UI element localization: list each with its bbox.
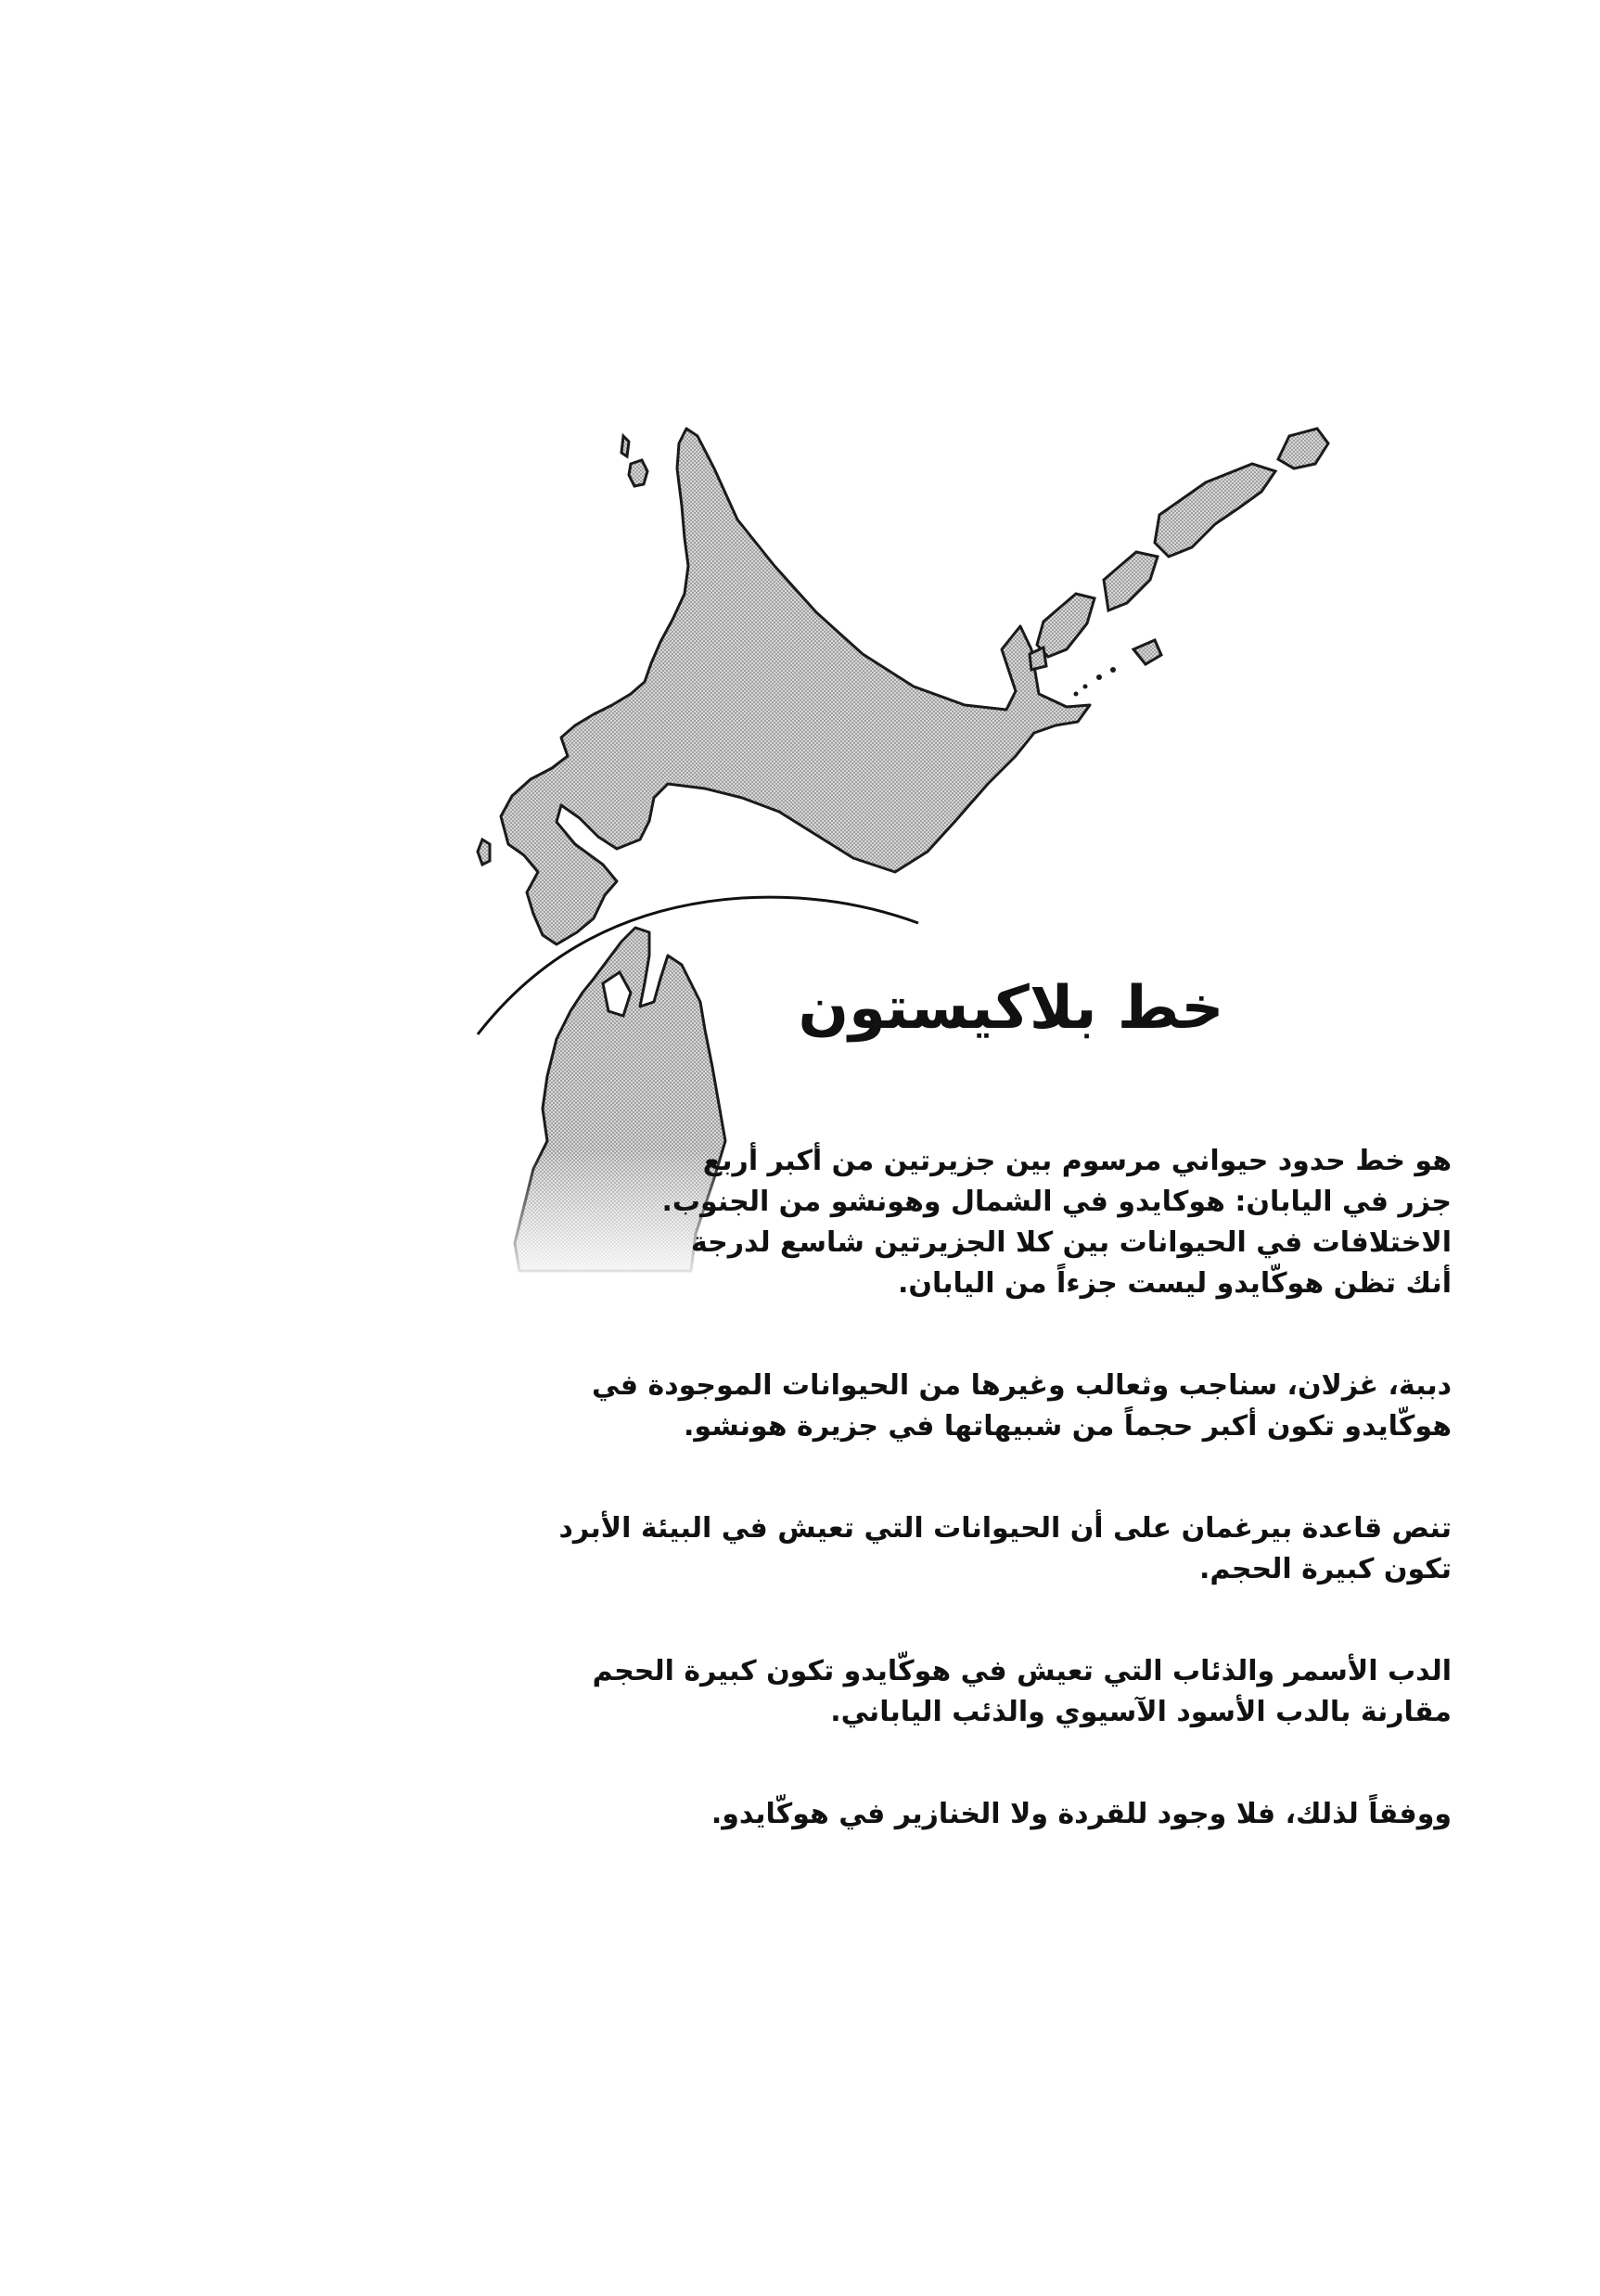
paragraph-animal-sizes [533,1366,1452,1447]
paragraph-bergmann-rule [533,1508,1452,1590]
text-line: هوكّايدو تكون أكبر حجماً من شبيهاتها في جزيرة هونشو. [684,1410,1452,1443]
text-line: هو خط حدود حيواني مرسوم بين جزيرتين من أكبر أربع [702,1145,1452,1177]
kuril-island-1 [1278,429,1328,468]
habomai-islet-3 [1083,685,1088,689]
rishiri-island [629,460,647,486]
kuril-island-3 [1104,552,1158,610]
text-line: الاختلافات في الحيوانات بين كلا الجزيرتين شاسع لدرجة [690,1226,1452,1259]
paragraph-definition [533,1141,1452,1304]
text-line: الدب الأسمر والذئاب التي تعيش في هوكّايدو تكون كبيرة الحجم [592,1655,1452,1687]
page-title: خط بلاكيستون [798,974,1224,1043]
shikotan-island [1133,640,1161,664]
kuril-island-4 [1037,594,1094,657]
text-line: جزر في اليابان: هوكايدو في الشمال وهونشو من الجنوب. [661,1186,1452,1218]
text-line: تنص قاعدة بيرغمان على أن الحيوانات التي تعيش في البيئة الأبرد [558,1512,1452,1545]
text-line: مقارنة بالدب الأسود الآسيوي والذئب الياباني. [830,1696,1452,1728]
paragraph-bears-wolves [533,1651,1452,1733]
okushiri-island [478,840,490,865]
habomai-islet-2 [1096,674,1102,680]
article-body [533,1141,1452,1896]
habomai-islet-1 [1110,667,1116,673]
rebun-island [621,436,629,456]
kuril-island-2 [1155,464,1275,557]
habomai-islet-4 [1074,692,1079,697]
text-line: ووفقاً لذلك، فلا وجود للقردة ولا الخنازير في هوكّايدو. [710,1798,1452,1830]
text-line: دببة، غزلان، سناجب وثعالب وغيرها من الحيوانات الموجودة في [592,1369,1452,1402]
text-line: تكون كبيرة الحجم. [1198,1553,1452,1585]
text-line: أنك تظن هوكّايدو ليست جزءاً من اليابان. [897,1267,1452,1300]
hokkaido-island [501,429,1090,944]
paragraph-conclusion [533,1794,1452,1835]
